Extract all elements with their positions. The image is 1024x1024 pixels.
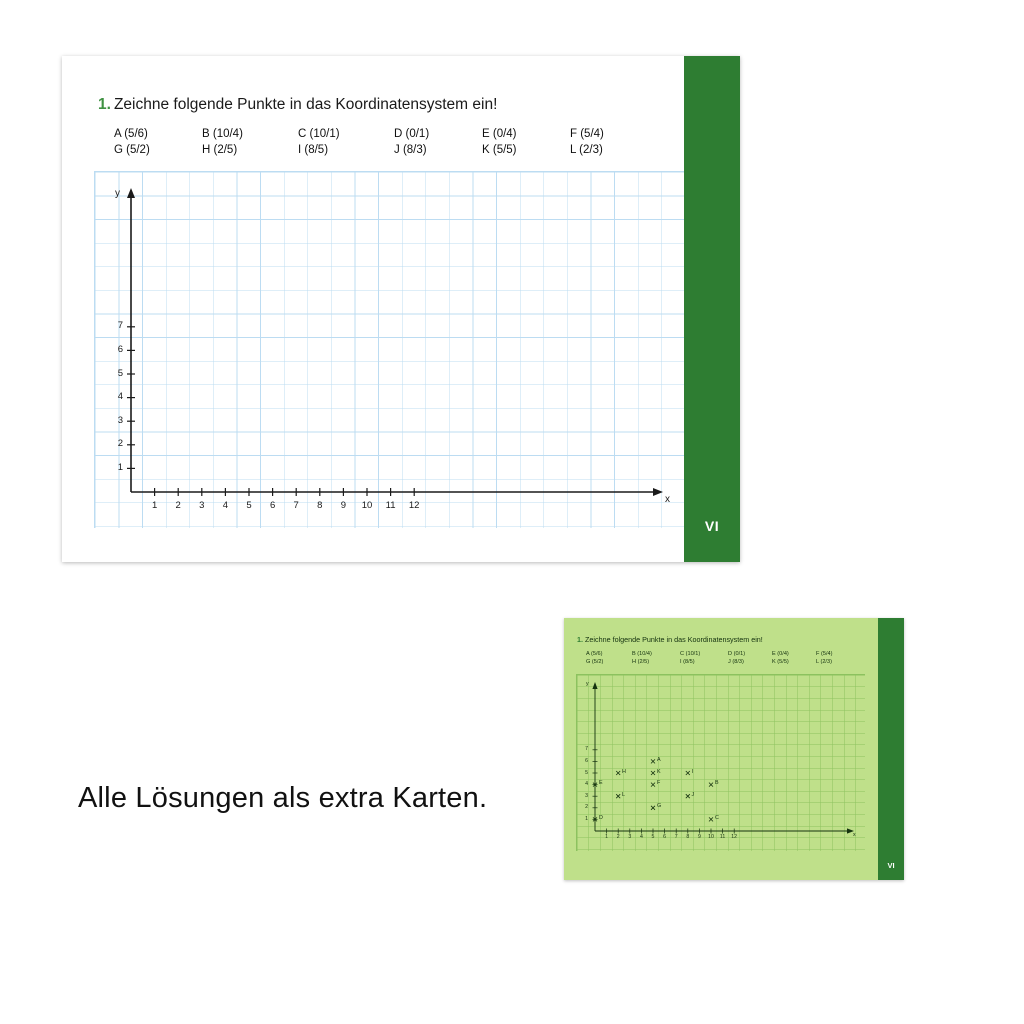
plotted-point-label: F (657, 780, 661, 786)
table-row (586, 659, 854, 667)
y-tick-label: 3 (585, 792, 588, 799)
point-item: D (0/1) (728, 651, 746, 657)
plotted-point-label: D (599, 815, 603, 821)
point-item: G (5/2) (114, 144, 150, 156)
point-item: G (5/2) (586, 659, 604, 665)
x-tick-label: 9 (340, 500, 347, 511)
y-tick-label: 5 (117, 367, 123, 379)
worksheet-coordinate-system (95, 172, 685, 528)
point-item: I (8/5) (680, 659, 695, 665)
worksheet-spine-label: VI (704, 518, 720, 534)
point-item: J (8/3) (728, 659, 744, 665)
worksheet-grid-paper (94, 171, 685, 528)
y-tick-label: 1 (585, 816, 588, 822)
x-tick-label: 11 (719, 834, 726, 840)
point-item: L (2/3) (816, 659, 832, 665)
x-tick-label: 8 (317, 500, 323, 511)
table-row (586, 651, 854, 659)
x-tick-label: 5 (246, 500, 252, 511)
point-item: C (10/1) (298, 128, 340, 140)
y-tick-label: 7 (117, 320, 123, 332)
point-item: D (0/1) (394, 128, 430, 140)
x-tick-label: 4 (222, 500, 229, 511)
y-tick-label: 2 (585, 804, 588, 811)
solution-spine-label: VI (887, 861, 895, 870)
y-axis-label: y (115, 188, 120, 199)
point-item: H (2/5) (632, 659, 650, 665)
table-row (114, 128, 634, 144)
x-tick-label: 11 (385, 500, 396, 511)
plotted-point-label: I (691, 768, 693, 775)
point-item: B (10/4) (202, 128, 243, 140)
x-tick-label: 12 (731, 834, 738, 840)
y-tick-label: 4 (585, 781, 588, 788)
point-item: B (10/4) (632, 651, 652, 657)
y-tick-label: 3 (117, 414, 123, 426)
solution-question-text: Zeichne folgende Punkte in das Koordinatensystem ein! (585, 635, 763, 644)
x-axis-label: x (853, 832, 856, 838)
point-item: K (5/5) (482, 144, 517, 156)
plotted-point-label: B (715, 780, 719, 786)
solution-question-line (577, 635, 763, 644)
y-tick-label: 6 (117, 344, 123, 355)
x-tick-label: 7 (293, 500, 299, 511)
x-tick-label: 5 (651, 834, 655, 840)
worksheet-question-line (98, 96, 497, 114)
point-item: J (8/3) (394, 144, 427, 156)
x-tick-label: 2 (616, 834, 620, 840)
point-item: A (5/6) (114, 128, 148, 140)
y-tick-label: 4 (117, 391, 123, 403)
solution-coordinate-system (577, 675, 865, 851)
plotted-point-label: K (657, 768, 661, 775)
y-tick-label: 1 (117, 462, 123, 473)
x-tick-label: 8 (686, 834, 690, 840)
point-item: E (0/4) (772, 651, 789, 657)
solution-grid-paper (576, 674, 865, 851)
point-item: C (10/1) (680, 651, 701, 657)
x-tick-label: 2 (175, 500, 181, 511)
y-tick-label: 6 (585, 758, 588, 764)
worksheet-question-text: Zeichne folgende Punkte in das Koordinatensystem ein! (113, 96, 498, 113)
worksheet-points-table (114, 128, 634, 160)
worksheet-question-number: 1. (98, 96, 111, 113)
x-tick-label: 4 (639, 834, 643, 840)
x-tick-label: 3 (628, 834, 632, 840)
point-item: A (5/6) (586, 651, 603, 657)
y-tick-label: 7 (585, 746, 588, 753)
solution-question-number: 1. (577, 635, 583, 644)
x-tick-label: 1 (605, 834, 609, 840)
point-item: I (8/5) (298, 144, 329, 156)
plotted-point-label: A (657, 757, 661, 763)
plotted-point-label: L (622, 791, 625, 798)
plotted-point-label: C (715, 815, 719, 821)
plotted-point-label: J (691, 791, 695, 798)
x-tick-label: 12 (408, 500, 420, 511)
point-item: H (2/5) (202, 144, 238, 156)
solution-spine (878, 618, 904, 880)
point-item: E (0/4) (482, 128, 517, 140)
plotted-point-label: H (622, 768, 626, 775)
y-tick-label: 5 (585, 769, 588, 776)
caption-text: Alle Lösungen als extra Karten. (78, 782, 488, 814)
plotted-point-label: G (657, 803, 662, 809)
y-tick-label: 2 (117, 438, 123, 450)
x-tick-label: 3 (199, 500, 205, 511)
x-tick-label: 6 (663, 834, 667, 840)
point-item: F (5/4) (570, 128, 604, 140)
x-tick-label: 10 (361, 500, 373, 511)
point-item: L (2/3) (570, 144, 603, 156)
table-row (114, 144, 634, 160)
solution-content (564, 618, 878, 880)
x-axis-label: x (665, 494, 670, 505)
x-tick-label: 10 (708, 834, 714, 840)
x-tick-label: 9 (697, 834, 701, 840)
x-tick-label: 7 (674, 834, 678, 840)
point-item: F (5/4) (816, 651, 833, 657)
worksheet-content (62, 56, 684, 562)
y-axis-label: y (586, 681, 589, 687)
plotted-point-label: E (599, 780, 603, 786)
x-tick-label: 1 (151, 500, 158, 511)
worksheet-spine (684, 56, 740, 562)
solution-points-table (586, 651, 854, 667)
solution-card[interactable] (564, 618, 904, 880)
x-tick-label: 6 (269, 500, 276, 511)
point-item: K (5/5) (772, 659, 789, 665)
worksheet-card[interactable] (62, 56, 740, 562)
